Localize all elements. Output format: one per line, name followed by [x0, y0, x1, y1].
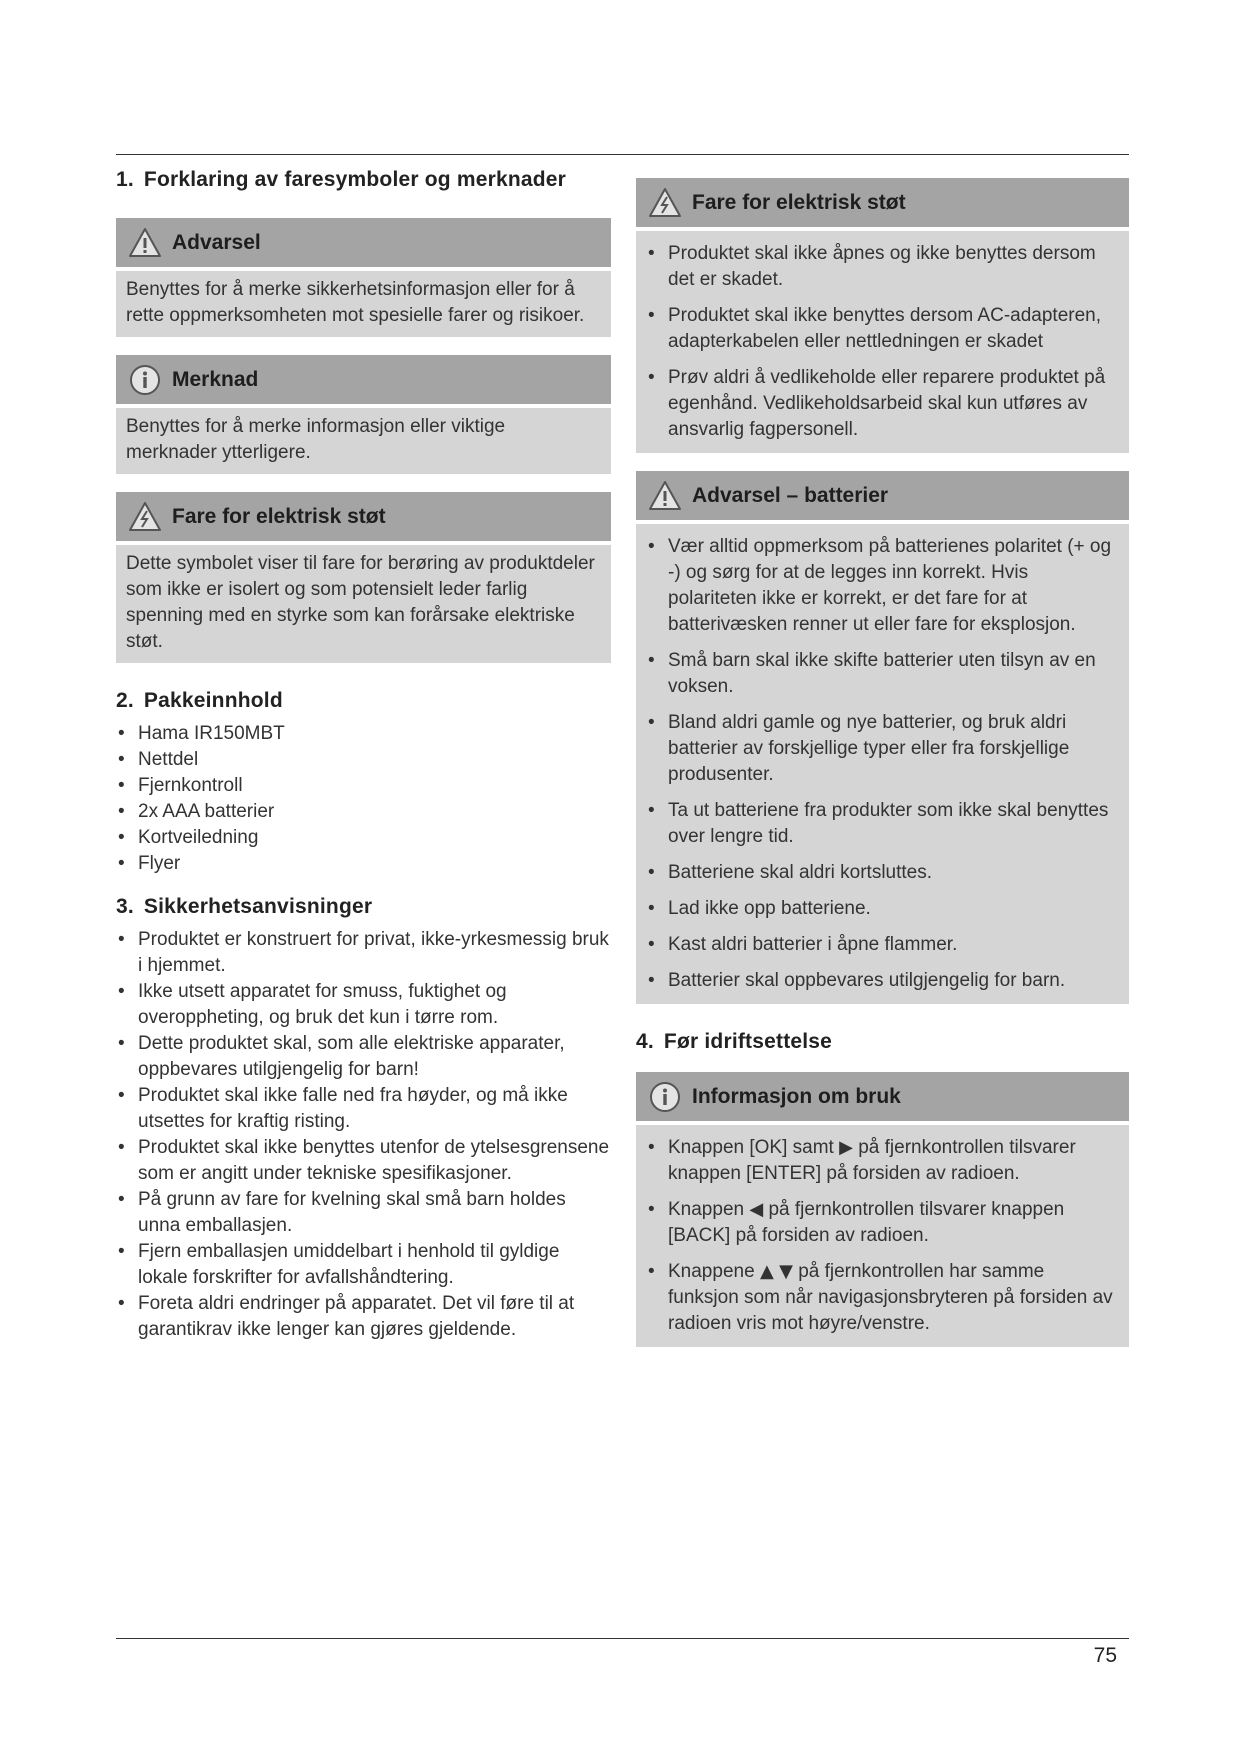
item-text: på fjernkontrollen tilsvarer knappen [BACK] på forsiden av radioen. [668, 1199, 1065, 1246]
list-item: • På grunn av fare for kvelning skal små barn holdes unna emballasjen. [116, 1187, 611, 1239]
list-item [646, 1135, 1117, 1187]
info-circle-icon [128, 363, 162, 397]
list-item: • Produktet skal ikke åpnes og ikke benyttes dersom det er skadet. [646, 241, 1117, 293]
warning-triangle-icon [128, 226, 162, 260]
list-item: • Ta ut batteriene fra produkter som ikke skal benyttes over lengre tid. [646, 798, 1117, 850]
package-list [116, 721, 611, 877]
list-item: • Batteriene skal aldri kortsluttes. [646, 860, 1117, 886]
list-item: • Nettdel [116, 747, 611, 773]
merknad-text-box [116, 408, 611, 474]
fare-label: Fare for elektrisk støt [692, 190, 906, 214]
advarsel-text: Benyttes for å merke sikkerhetsinformasjon eller for å rette oppmerksomheten mot spesielle farer og risikoer. [126, 279, 585, 326]
electric-warning-icon [128, 500, 162, 534]
warning-triangle-icon [648, 479, 682, 513]
list-item: • Produktet skal ikke benyttes dersom AC-adapteren, adapterkabelen eller nettledningen er skadet [646, 303, 1117, 355]
item-text: Knappene [668, 1261, 755, 1282]
merknad-text: Benyttes for å merke informasjon eller viktige merknader ytterligere. [126, 416, 506, 463]
section-title: Pakkeinnhold [143, 689, 283, 712]
list-item: • Lad ikke opp batteriene. [646, 896, 1117, 922]
advarsel-text-box [116, 271, 611, 337]
left-column [116, 168, 611, 1343]
arrow-left-icon: ◀ [749, 1199, 764, 1220]
list-item [646, 1197, 1117, 1249]
list-item: • Prøv aldri å vedlikeholde eller reparere produktet på egenhånd. Vedlikeholdsarbeid skal kun utføres av ansvarlig fagpersonell. [646, 365, 1117, 443]
list-item: • Hama IR150MBT [116, 721, 611, 747]
section-title: Forklaring av faresymboler og merknader [143, 168, 567, 191]
fare-label: Fare for elektrisk støt [172, 504, 386, 528]
list-item: • Produktet skal ikke benyttes utenfor de ytelsesgrensene som er angitt under tekniske spesifikasjoner. [116, 1135, 611, 1187]
section-number: 2. [116, 689, 134, 712]
section-number: 1. [116, 168, 134, 191]
info-bar [636, 1072, 1129, 1121]
list-item: • Produktet er konstruert for privat, ikke-yrkesmessig bruk i hjemmet. [116, 927, 611, 979]
list-item: • Kortveiledning [116, 825, 611, 851]
electric-warning-icon [648, 186, 682, 220]
list-item: • Dette produktet skal, som alle elektriske apparater, oppbevares utilgjengelig for barn! [116, 1031, 611, 1083]
section-4-heading [636, 1030, 1129, 1054]
batterier-bar [636, 471, 1129, 520]
fare-list-box [636, 231, 1129, 453]
list-item: • Batterier skal oppbevares utilgjengelig for barn. [646, 968, 1117, 994]
section-title: Sikkerhetsanvisninger [143, 895, 373, 918]
advarsel-label: Advarsel [172, 230, 261, 254]
list-item: • Bland aldri gamle og nye batterier, og bruk aldri batterier av forskjellige typer eller fra forskjellige produsenter. [646, 710, 1117, 788]
list-item: • 2x AAA batterier [116, 799, 611, 825]
info-list-box [636, 1125, 1129, 1347]
fare-bar-right [636, 178, 1129, 227]
item-text: på fjernkontrollen tilsvarer knappen [ENTER] på forsiden av radioen. [668, 1137, 1076, 1184]
fare-bar-left [116, 492, 611, 541]
list-item: • Produktet skal ikke falle ned fra høyder, og må ikke utsettes for kraftig risting. [116, 1083, 611, 1135]
list-item: • Kast aldri batterier i åpne flammer. [646, 932, 1117, 958]
section-1-heading [116, 168, 611, 192]
item-text: Knappen [OK] samt [668, 1137, 834, 1158]
section-2-heading [116, 689, 611, 713]
fare-text: Dette symbolet viser til fare for berøring av produktdeler som ikke er isolert og som potensielt leder farlig spenning med en styrke som kan forårsake elektriske støt. [126, 553, 595, 652]
list-item: • Fjern emballasjen umiddelbart i henhold til gyldige lokale forskrifter for avfallshåndtering. [116, 1239, 611, 1291]
section-title: Før idriftsettelse [663, 1030, 833, 1053]
advarsel-bar [116, 218, 611, 267]
info-label: Informasjon om bruk [692, 1084, 901, 1108]
top-rule [116, 154, 1129, 155]
list-item: • Flyer [116, 851, 611, 877]
item-text: på fjernkontrollen har samme funksjon som når navigasjonsbryteren på forsiden av radioen vris mot høyre/venstre. [668, 1261, 1113, 1334]
page-number: 75 [1093, 1644, 1117, 1667]
section-3-heading [116, 895, 611, 919]
fare-text-box [116, 545, 611, 663]
list-item: • Fjernkontroll [116, 773, 611, 799]
batterier-list-box [636, 524, 1129, 1004]
arrow-up-icon: ▲ [759, 1261, 774, 1282]
section-number: 3. [116, 895, 134, 918]
list-item [646, 1259, 1117, 1337]
batterier-label: Advarsel – batterier [692, 483, 889, 507]
merknad-bar [116, 355, 611, 404]
safety-list [116, 927, 611, 1343]
bottom-rule [116, 1638, 1129, 1639]
right-column [636, 178, 1129, 1347]
list-item: • Vær alltid oppmerksom på batterienes polaritet (+ og -) og sørg for at de legges inn korrekt. Hvis polariteten ikke er korrekt, er det fare for at batterivæsken renner ut eller fare for eksplosjon. [646, 534, 1117, 638]
arrow-down-icon: ▼ [779, 1261, 793, 1282]
list-item: • Små barn skal ikke skifte batterier uten tilsyn av en voksen. [646, 648, 1117, 700]
list-item: • Foreta aldri endringer på apparatet. Det vil føre til at garantikrav ikke lenger kan gjøres gjeldende. [116, 1291, 611, 1343]
item-text: Knappen [668, 1199, 745, 1220]
arrow-right-icon: ▶ [839, 1137, 853, 1158]
info-circle-icon [648, 1080, 682, 1114]
merknad-label: Merknad [172, 367, 259, 391]
section-number: 4. [636, 1030, 654, 1053]
list-item: • Ikke utsett apparatet for smuss, fuktighet og overoppheting, og bruk det kun i tørre rom. [116, 979, 611, 1031]
